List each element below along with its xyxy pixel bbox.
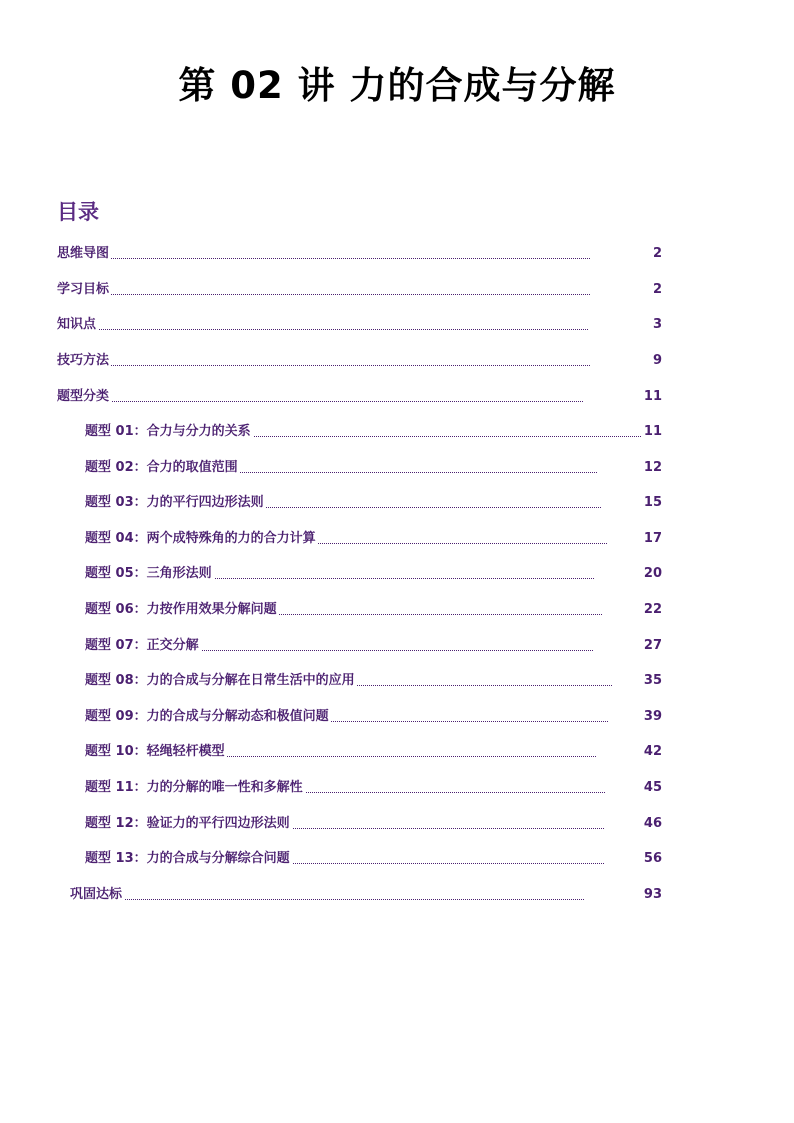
toc-dot-leader: [70, 899, 584, 900]
toc-entry[interactable]: [57, 281, 662, 301]
toc-entry-page-number: 93: [643, 887, 662, 902]
toc-entry-label: 技巧方法: [57, 353, 110, 368]
toc-entry-page-number: 9: [652, 353, 662, 368]
toc-entry-label: 知识点: [57, 317, 97, 332]
toc-dot-leader: [57, 258, 590, 259]
toc-entry-label: 巩固达标: [70, 887, 123, 902]
toc-dot-leader: [57, 365, 590, 366]
toc-entry-page-number: 22: [643, 602, 662, 617]
toc-dot-leader: [57, 329, 588, 330]
toc-entry[interactable]: [70, 886, 662, 906]
toc-entry[interactable]: [85, 850, 662, 870]
toc-entry[interactable]: [85, 708, 662, 728]
toc-entry[interactable]: [57, 245, 662, 265]
toc-entry-label: 题型 02：合力的取值范围: [85, 460, 238, 475]
toc-entry-label: 题型 08：力的合成与分解在日常生活中的应用: [85, 673, 355, 688]
toc-entry-page-number: 45: [643, 780, 662, 795]
toc-entry-page-number: 3: [652, 317, 662, 332]
toc-entry-label: 题型 03：力的平行四边形法则: [85, 495, 264, 510]
toc-entry[interactable]: [85, 423, 662, 443]
toc-entry[interactable]: [57, 352, 662, 372]
toc-entry-label: 题型 06：力按作用效果分解问题: [85, 602, 277, 617]
toc-entry-label: 题型 10：轻绳轻杆模型: [85, 744, 225, 759]
toc-entry-page-number: 42: [643, 744, 662, 759]
toc-entry-page-number: 12: [643, 460, 662, 475]
toc-entry[interactable]: [57, 316, 662, 336]
toc-entry-label: 思维导图: [57, 246, 110, 261]
toc-entry-label: 题型 04：两个成特殊角的力的合力计算: [85, 531, 316, 546]
toc-entry-label: 题型 11：力的分解的唯一性和多解性: [85, 780, 303, 795]
toc-dot-leader: [57, 294, 590, 295]
toc-entry[interactable]: [85, 743, 662, 763]
toc-entry[interactable]: [57, 388, 662, 408]
toc-entry-page-number: 20: [643, 566, 662, 581]
toc-entry-page-number: 11: [643, 424, 662, 439]
toc-entry[interactable]: [85, 494, 662, 514]
toc-entry[interactable]: [85, 459, 662, 479]
toc-entry-page-number: 46: [643, 816, 662, 831]
toc-entry-page-number: 27: [643, 638, 662, 653]
toc-entry-page-number: 56: [643, 851, 662, 866]
toc-entry-label: 题型分类: [57, 389, 110, 404]
toc-entry[interactable]: [85, 779, 662, 799]
toc-entry-label: 题型 12：验证力的平行四边形法则: [85, 816, 290, 831]
toc-dot-leader: [57, 401, 583, 402]
toc-entry[interactable]: [85, 530, 662, 550]
toc-entry-page-number: 17: [643, 531, 662, 546]
toc-entry[interactable]: [85, 565, 662, 585]
toc-heading: 目录: [57, 200, 99, 224]
toc-entry-label: 题型 13：力的合成与分解综合问题: [85, 851, 290, 866]
toc-entry-page-number: 2: [652, 246, 662, 261]
toc-entry-label: 题型 05：三角形法则: [85, 566, 212, 581]
toc-entry-page-number: 2: [652, 282, 662, 297]
toc-entry-page-number: 11: [643, 389, 662, 404]
toc-entry-page-number: 35: [643, 673, 662, 688]
toc-entry[interactable]: [85, 637, 662, 657]
toc-entry-label: 学习目标: [57, 282, 110, 297]
toc-entry[interactable]: [85, 672, 662, 692]
toc-entry-label: 题型 07：正交分解: [85, 638, 199, 653]
toc-entry[interactable]: [85, 601, 662, 621]
document-title: 第 02 讲 力的合成与分解: [178, 64, 616, 107]
toc-entry[interactable]: [85, 815, 662, 835]
toc-entry-label: 题型 09：力的合成与分解动态和极值问题: [85, 709, 329, 724]
toc-entry-label: 题型 01：合力与分力的关系: [85, 424, 251, 439]
toc-entry-page-number: 39: [643, 709, 662, 724]
toc-entry-page-number: 15: [643, 495, 662, 510]
